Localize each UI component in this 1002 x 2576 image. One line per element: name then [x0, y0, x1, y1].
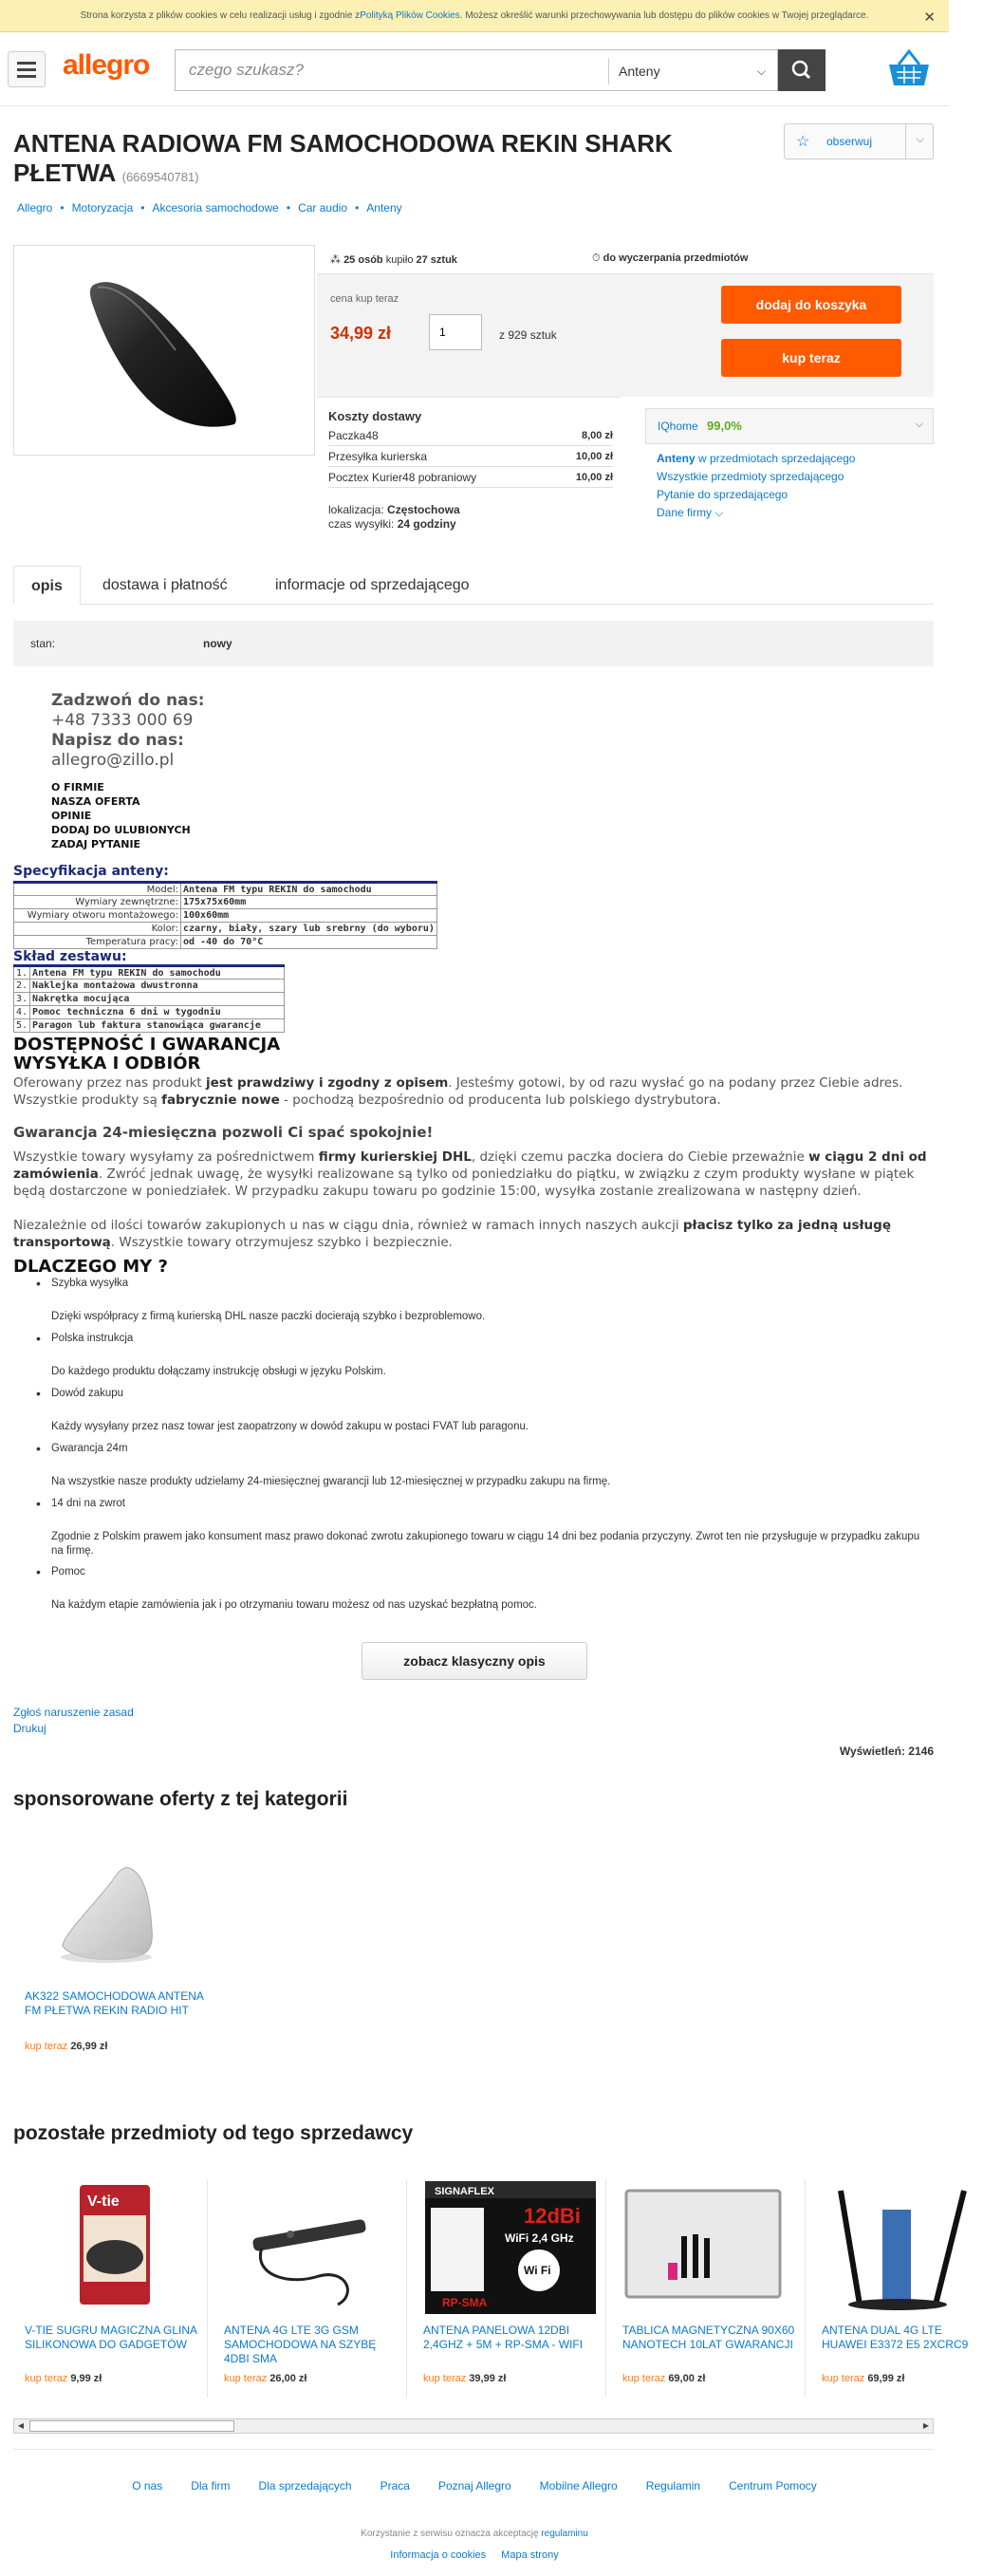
footer-divider — [13, 2449, 934, 2450]
footer-note-text: Korzystanie z serwisu oznacza akceptację — [361, 2529, 542, 2539]
chevron-down-icon[interactable]: ⌵ — [915, 419, 923, 430]
footer-link[interactable]: O nas — [132, 2479, 163, 2492]
table-row — [14, 883, 437, 896]
ship-time-line — [328, 517, 613, 532]
set-item: Naklejka montażowa dwustronna — [30, 980, 285, 993]
set-table — [13, 964, 285, 1033]
lte-antenna-image — [224, 2181, 385, 2314]
dual-lte-antenna-image — [822, 2181, 983, 2314]
offer-price — [622, 2373, 705, 2384]
offer-price-label: kup teraz — [25, 2373, 71, 2384]
list-item-desc: Dzięki współpracy z firmą kurierską DHL nasze paczki docierają szybko i bezproblemowo. — [51, 1311, 486, 1322]
offer-price-label: kup teraz — [622, 2373, 669, 2384]
print-link[interactable]: Drukuj — [13, 1722, 46, 1735]
whiteboard-image — [622, 2181, 784, 2314]
description-menu — [51, 780, 191, 851]
offer-price-value: 26,99 zł — [70, 2041, 108, 2052]
footer-secondary-links — [0, 2549, 949, 2561]
sugru-package-image — [25, 2181, 186, 2314]
other-items-title: pozostałe przedmioty od tego sprzedawcy — [13, 2122, 414, 2144]
footer-links — [0, 2479, 949, 2492]
breadcrumb-item[interactable]: Allegro — [17, 201, 53, 215]
list-item-title: • Polska instrukcja — [51, 1333, 133, 1344]
cookies-info-link[interactable]: Informacja o cookies — [390, 2549, 487, 2561]
phone-number: +48 7333 000 69 — [51, 711, 194, 730]
set-item: Pomoc techniczna 6 dni w tygodniu — [30, 1006, 285, 1019]
seller-offer-clip — [812, 2181, 969, 2409]
shipping-location — [328, 503, 613, 532]
offer-divider — [805, 2179, 806, 2398]
offer-name[interactable]: ANTENA DUAL 4G LTE HUAWEI E3372 E5 2XCRC9 — [822, 2324, 969, 2351]
shipping-price: 10,00 zł — [575, 472, 613, 483]
spec-value: czarny, biały, szary lub srebrny (do wyboru) — [181, 923, 437, 936]
spec-key: Temperatura pracy: — [14, 936, 181, 949]
why-us-heading: DLACZEGO MY ? — [13, 1257, 168, 1277]
timer-info — [592, 252, 748, 265]
table-row — [14, 896, 437, 909]
shark-fin-antenna-image — [14, 246, 316, 457]
quantity-input[interactable] — [429, 314, 482, 350]
price-label: cena kup teraz — [330, 293, 399, 305]
scroll-right-icon[interactable]: ▶ — [922, 2421, 930, 2430]
signaflex-logo: SIGNAFLEX — [435, 2186, 494, 2197]
offer-divider — [605, 2179, 606, 2398]
close-icon[interactable]: ✕ — [923, 9, 936, 26]
chevron-down-icon: ⌵ — [712, 506, 724, 519]
list-item-title: • Dowód zakupu — [51, 1388, 123, 1399]
attributes-panel — [13, 621, 934, 666]
spec-value: 100x60mm — [181, 909, 437, 923]
table-row — [14, 936, 437, 949]
offer-name[interactable]: ANTENA PANELOWA 12DBI 2,4GHZ + 5M + RP-SMA - WIFI — [423, 2324, 584, 2351]
buy-box-header — [317, 245, 934, 273]
offer-name[interactable]: V-TIE SUGRU MAGICZNA GLINA SILIKONOWA DO GADGETÓW — [25, 2324, 197, 2351]
watch-divider — [905, 124, 906, 159]
set-number: 3. — [14, 993, 30, 1006]
hamburger-icon-line — [17, 75, 36, 78]
offer-id: (6669540781) — [121, 170, 199, 184]
paragraph-transport — [13, 1217, 934, 1251]
list-item-desc: Na wszystkie nasze produkty udzielamy 24-miesięcznej gwarancji lub 12-miesięcznej w przypadku zakupu na firmę. — [51, 1476, 611, 1487]
category-select-value: Anteny — [619, 64, 660, 79]
list-item-desc: Każdy wysyłany przez nasz towar jest zaopatrzony w dowód zakupu w postaci FVAT lub paragonu. — [51, 1421, 529, 1432]
breadcrumb-separator: • — [140, 201, 145, 215]
para-text: - pochodzą bezpośrednio od producenta lub polskiego dystrybutora. — [279, 1092, 721, 1108]
footer-link[interactable]: Mobilne Allegro — [539, 2479, 618, 2492]
seller-offer[interactable] — [15, 2181, 205, 2390]
stopwatch-icon: ⏱ — [592, 252, 603, 264]
footer-link[interactable]: Dla firm — [191, 2479, 231, 2492]
paragraph-authenticity — [13, 1074, 934, 1109]
paragraph-dhl — [13, 1148, 934, 1200]
seller-link[interactable]: Wszystkie przedmioty sprzedającego — [657, 470, 844, 483]
spec-key: Model: — [14, 883, 181, 896]
gain-label: 12dBi — [524, 2204, 581, 2228]
para-text: . Jesteśmy gotowi, by od razu wysłać go na podany przez Ciebie adres. Wszystkie produkty są — [13, 1075, 903, 1108]
seller-link-text: w przedmiotach sprzedającego — [695, 452, 856, 465]
shipping-name: Paczka48 — [328, 429, 379, 442]
table-row — [14, 980, 285, 993]
offer-price-value: 39,99 zł — [469, 2373, 507, 2384]
terms-link[interactable]: regulaminu — [541, 2529, 588, 2539]
shipping-row — [328, 446, 613, 467]
para-bold: fabrycznie nowe — [161, 1092, 280, 1108]
set-heading: Skład zestawu: — [13, 949, 127, 964]
price: 34,99 zł — [330, 324, 392, 343]
list-item — [51, 1566, 934, 1621]
classic-description-button[interactable]: zobacz klasyczny opis — [362, 1642, 587, 1680]
breadcrumb-item[interactable]: Car audio — [298, 201, 348, 215]
cookie-text: Strona korzysta z plików cookies w celu realizacji usług i zgodnie z — [80, 10, 361, 21]
spec-key: Wymiary zewnętrzne: — [14, 896, 181, 909]
search-icon — [778, 49, 826, 91]
attribute-value: nowy — [203, 637, 232, 650]
breadcrumb — [17, 201, 402, 215]
set-item: Nakrętka mocująca — [30, 993, 285, 1006]
views-label: Wyświetleń: — [839, 1745, 909, 1758]
shipping-heading: WYSYŁKA I ODBIÓR — [13, 1054, 201, 1073]
footer-link[interactable]: Dla sprzedających — [258, 2479, 352, 2492]
panel-antenna-image — [423, 2181, 598, 2314]
offer-name[interactable]: ANTENA 4G LTE 3G GSM SAMOCHODOWA NA SZYBĘ 4DBI SMA — [224, 2324, 377, 2365]
star-icon: ☆ — [796, 134, 810, 150]
seller-offer[interactable] — [214, 2181, 404, 2390]
offer-price — [25, 2373, 102, 2384]
shipping-name: Przesyłka kurierska — [328, 450, 428, 463]
para-bold: firmy kurierskiej DHL — [318, 1149, 472, 1165]
basket-icon — [885, 47, 933, 91]
wifi-icon: Wi Fi — [524, 2264, 551, 2277]
report-violation-link[interactable]: Zgłoś naruszenie zasad — [13, 1706, 134, 1719]
why-us-list — [51, 1278, 934, 1621]
breadcrumb-separator: • — [355, 201, 360, 215]
chevron-down-icon: ⌵ — [756, 65, 766, 78]
search-input[interactable] — [175, 49, 778, 91]
offer-divider — [207, 2179, 208, 2398]
offer-price-label: kup teraz — [822, 2373, 868, 2384]
ship-time-value: 24 godziny — [397, 517, 456, 531]
offer-price-value: 69,99 zł — [867, 2373, 905, 2384]
seller-offer[interactable] — [613, 2181, 803, 2390]
hamburger-icon-line — [17, 68, 36, 71]
buy-box-main — [317, 273, 934, 397]
para-text: Niezależnie od ilości towarów zakupionych u nas w ciągu dnia, również w ramach innych naszych aukcji — [13, 1218, 683, 1233]
wifi-label: WiFi 2,4 GHz — [505, 2231, 574, 2245]
seller-name[interactable]: IQhome — [658, 420, 698, 433]
description-menu-item[interactable]: ZADAJ PYTANIE — [51, 838, 141, 850]
spec-heading: Specyfikacja anteny: — [13, 864, 169, 879]
location-value: Częstochowa — [387, 503, 460, 516]
offer-price-label: kup teraz — [25, 2041, 71, 2052]
seller-link-bold: Anteny — [657, 452, 696, 465]
hamburger-menu-button[interactable] — [8, 51, 46, 87]
para-text: . Wszystkie towary otrzymujesz szybko i bezpiecznie. — [110, 1235, 453, 1250]
availability-heading: DOSTĘPNOŚĆ I GWARANCJA — [13, 1035, 281, 1055]
list-item — [51, 1278, 934, 1333]
set-number: 1. — [14, 966, 30, 980]
list-item-title: • Gwarancja 24m — [51, 1443, 128, 1454]
offer-price-value: 9,99 zł — [70, 2373, 102, 2384]
shipping-name: Pocztex Kurier48 pobraniowy — [328, 471, 477, 484]
table-row — [14, 1006, 285, 1019]
set-number: 5. — [14, 1019, 30, 1033]
search-button[interactable] — [778, 49, 826, 91]
offer-name[interactable]: TABLICA MAGNETYCZNA 90X60 NANOTECH 10LAT GWARANCJI — [622, 2324, 795, 2351]
location-line — [328, 503, 613, 517]
offer-price — [822, 2373, 904, 2384]
breadcrumb-item[interactable]: Akcesoria samochodowe — [152, 201, 279, 215]
ship-time-label: czas wysyłki: — [328, 517, 398, 531]
attribute-label: stan: — [30, 637, 56, 650]
shipping-price: 8,00 zł — [581, 430, 613, 441]
white-shark-fin-antenna-image — [25, 1851, 186, 1984]
seller-offer[interactable] — [414, 2181, 603, 2390]
description-menu-item[interactable]: DODAJ DO ULUBIONYCH — [51, 824, 191, 836]
location-label: lokalizacja: — [328, 503, 388, 516]
buyers-info — [330, 253, 457, 266]
cart-button[interactable] — [885, 47, 933, 91]
seller-link[interactable]: Pytanie do sprzedającego — [657, 488, 789, 501]
list-item — [51, 1498, 934, 1566]
breadcrumb-item[interactable]: Anteny — [366, 201, 402, 215]
chevron-down-icon[interactable]: ⌵ — [916, 134, 924, 145]
table-row — [14, 923, 437, 936]
list-item-desc: Do każdego produktu dołączamy instrukcję obsługi w języku Polskim. — [51, 1366, 386, 1377]
carousel-scrollbar[interactable] — [13, 2418, 934, 2434]
sponsored-title: sponsorowane oferty z tej kategorii — [13, 1788, 348, 1810]
tab-shipping[interactable]: dostawa i płatność — [102, 577, 228, 593]
buy-box — [317, 245, 934, 397]
offer-divider — [406, 2179, 407, 2398]
spec-value: 175x75x60mm — [181, 896, 437, 909]
offer-price — [423, 2373, 506, 2384]
spec-key: Wymiary otworu montażowego: — [14, 909, 181, 923]
scroll-thumb[interactable] — [29, 2420, 234, 2432]
seller-links — [657, 450, 934, 522]
table-row — [14, 966, 285, 980]
para-bold: w ciągu 2 dni od zamówienia — [13, 1149, 927, 1182]
para-text: Wszystkie towary wysyłamy za pośrednictwem — [13, 1149, 319, 1165]
footer-note — [0, 2529, 949, 2539]
offer-price-label: kup teraz — [423, 2373, 470, 2384]
para-bold: jest prawdziwy i zgodny z opisem — [206, 1075, 449, 1091]
seller-rating: 99,0% — [707, 419, 742, 433]
footer-link[interactable]: Poznaj Allegro — [437, 2479, 511, 2492]
spec-key: Kolor: — [14, 923, 181, 936]
watch-button[interactable] — [784, 123, 934, 159]
product-photo[interactable] — [13, 245, 315, 456]
footer-link[interactable]: Praca — [380, 2479, 410, 2492]
list-item-desc: Na każdym etapie zamówienia jak i po otrzymaniu towaru możesz od nas uzyskać bezpłatną pomoc. — [51, 1599, 537, 1611]
footer-link[interactable]: Regulamin — [645, 2479, 701, 2492]
offer-price — [224, 2373, 306, 2384]
scroll-left-icon[interactable]: ◀ — [17, 2421, 25, 2430]
add-to-cart-button[interactable]: dodaj do koszyka — [721, 286, 901, 324]
sugru-logo-text: V-tie — [87, 2193, 120, 2210]
description-menu-item[interactable]: OPINIE — [51, 810, 92, 822]
offer-name[interactable]: AK322 SAMOCHODOWA ANTENA FM PŁETWA REKIN RADIO HIT — [25, 1989, 204, 2017]
rp-sma-label: RP-SMA — [442, 2296, 488, 2309]
breadcrumb-separator: • — [60, 201, 65, 215]
cookie-bar — [0, 0, 949, 32]
list-item — [51, 1388, 934, 1443]
spec-table — [13, 881, 437, 949]
call-heading: Zadzwoń do nas: — [51, 691, 205, 710]
seller-link[interactable] — [657, 450, 934, 468]
table-row — [14, 1019, 285, 1033]
email-address: allegro@zillo.pl — [51, 751, 175, 770]
buyers-icon: ⁂ — [330, 254, 344, 266]
shipping-table — [328, 425, 613, 532]
shipping-row — [328, 425, 613, 446]
list-item — [51, 1443, 934, 1498]
set-item: Antena FM typu REKIN do samochodu — [30, 966, 285, 980]
seller-box[interactable] — [645, 408, 934, 444]
product-title — [13, 129, 715, 192]
list-item-title: • Pomoc — [51, 1566, 85, 1577]
para-text: . Zwróć jednak uwagę, że wysyłki realizowane są tylko od poniedziałku do piątku, w związku z czym produkty wysłane w piątek będą dostarczone w poniedziałek. W przypadku zakupu towaru po godzinie 15:00, wysyłka zostanie zrealizowana w następny dzień. — [13, 1167, 915, 1199]
shipping-price: 10,00 zł — [575, 451, 613, 462]
header — [0, 32, 949, 106]
seller-link-text: Dane firmy — [657, 506, 713, 519]
offer-price-value: 69,00 zł — [668, 2373, 706, 2384]
set-item: Paragon lub faktura stanowiąca gwarancje — [30, 1019, 285, 1033]
breadcrumb-separator: • — [286, 201, 291, 215]
description-menu-item[interactable]: O FIRMIE — [51, 781, 104, 793]
breadcrumb-item[interactable]: Motoryzacja — [71, 201, 134, 215]
spec-value: od -40 do 70°C — [181, 936, 437, 949]
buyers-units: 27 sztuk — [416, 254, 457, 266]
contact-block — [51, 691, 205, 771]
category-select[interactable] — [608, 58, 777, 84]
offer-price-value: 26,00 zł — [269, 2373, 307, 2384]
spec-value: Antena FM typu REKIN do samochodu — [181, 883, 437, 896]
offer-price-label: kup teraz — [224, 2373, 270, 2384]
para-text: Oferowany przez nas produkt — [13, 1075, 207, 1091]
table-row — [14, 993, 285, 1006]
shipping-row — [328, 467, 613, 488]
cookie-text-after: . Możesz określić warunki przechowywania lub dostępu do plików cookies w Twojej przeglądarce. — [459, 10, 869, 21]
write-heading: Napisz do nas: — [51, 731, 184, 750]
list-item-title: • Szybka wysyłka — [51, 1278, 128, 1289]
seller-link[interactable] — [657, 504, 934, 522]
shipping-title: Koszty dostawy — [328, 409, 422, 423]
product-title-text: ANTENA RADIOWA FM SAMOCHODOWA REKIN SHARK PŁETWA — [13, 129, 673, 187]
views-value: 2146 — [908, 1745, 934, 1758]
description-menu-item[interactable]: NASZA OFERTA — [51, 795, 140, 808]
tab-description[interactable]: opis — [13, 566, 81, 605]
sitemap-link[interactable]: Mapa strony — [501, 2549, 559, 2561]
watch-label: obserwuj — [826, 135, 873, 148]
stock-count: z 929 sztuk — [499, 328, 557, 342]
set-number: 4. — [14, 1006, 30, 1019]
buy-now-button[interactable]: kup teraz — [721, 339, 901, 377]
buyers-mid: kupiło — [382, 254, 417, 266]
list-item — [51, 1333, 934, 1388]
buyers-count: 25 osób — [343, 254, 383, 266]
seller-offer[interactable] — [812, 2181, 1002, 2390]
hamburger-icon — [17, 62, 36, 65]
views-counter — [840, 1745, 934, 1758]
table-row — [14, 909, 437, 923]
search-placeholder: czego szukasz? — [189, 61, 304, 79]
footer-link[interactable]: Centrum Pomocy — [729, 2479, 817, 2492]
cookie-policy-link[interactable]: Polityką Plików Cookies — [360, 10, 460, 21]
guarantee-heading: Gwarancja 24-miesięczna pozwoli Ci spać spokojnie! — [13, 1124, 434, 1141]
list-item-desc: Zgodnie z Polskim prawem jako konsument masz prawo dokonać zwrotu zakupionego towaru w ciągu 14 dni bez podania przyczyny. Zwrot ten nie przysługuje w przypadku zakupu na firmę. — [51, 1531, 920, 1557]
offer-price — [25, 2041, 107, 2052]
sponsored-offer[interactable] — [15, 1851, 205, 2060]
until-label: do wyczerpania przedmiotów — [603, 252, 749, 264]
para-text: , dzięki czemu paczka dociera do Ciebie przeważnie — [471, 1149, 809, 1165]
para-bold: płacisz tylko za jedną usługę transportową — [13, 1218, 891, 1250]
report-links — [13, 1705, 134, 1737]
tab-seller-info[interactable]: informacje od sprzedającego — [275, 577, 470, 593]
list-item-title: • 14 dni na zwrot — [51, 1498, 125, 1509]
seller-panel — [645, 408, 934, 522]
allegro-logo[interactable]: allegro — [63, 49, 150, 81]
set-number: 2. — [14, 980, 30, 993]
